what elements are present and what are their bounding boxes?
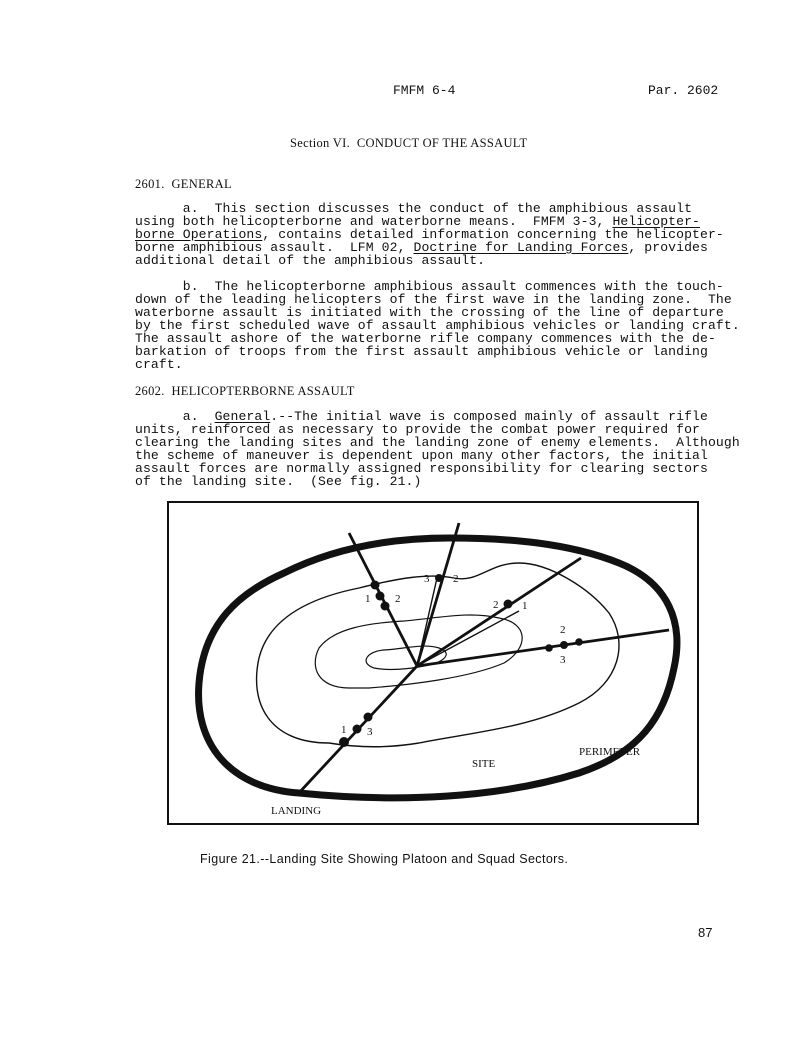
perimeter-label: PERIMETER <box>579 746 641 758</box>
squad-number: 2 <box>560 624 566 636</box>
text-line: b. The helicopterborne amphibious assault commences with the touch- <box>135 279 724 294</box>
text-line: barkation of troops from the first assault amphibious vehicle or landing <box>135 344 708 359</box>
landing-site-diagram <box>169 503 701 827</box>
reference-link-helicopterborne: Helicopter- <box>612 214 700 229</box>
text-line: borne Operations, contains detailed information concerning the helicopter- <box>135 227 724 242</box>
landing-label: LANDING <box>271 805 322 817</box>
squad-number: 1 <box>341 724 347 736</box>
text-line: waterborne assault is initiated with the crossing of the line of departure <box>135 305 724 320</box>
text-line: the scheme of maneuver is dependent upon many other factors, the initial <box>135 448 708 463</box>
running-header-doc-id: FMFM 6-4 <box>393 83 456 98</box>
page-number: 87 <box>698 925 713 940</box>
squad-number: 1 <box>365 593 371 605</box>
squad-number: 2 <box>453 573 459 585</box>
squad-number: 3 <box>424 573 430 585</box>
squad-number: 2 <box>395 593 401 605</box>
heading-2602: 2602. HELICOPTERBORNE ASSAULT <box>135 384 355 398</box>
heading-2601: 2601. GENERAL <box>135 177 232 191</box>
text-line: assault forces are normally assigned responsibility for clearing sectors <box>135 461 708 476</box>
reference-link-helicopterborne-cont: borne Operations <box>135 227 263 242</box>
squad-number: 3 <box>367 726 373 738</box>
text-line: a. General.--The initial wave is composed mainly of assault rifle <box>135 409 708 424</box>
squad-number: 3 <box>560 654 566 666</box>
reference-link-doctrine: Doctrine for Landing Forces <box>413 240 629 255</box>
squad-number: 2 <box>493 599 499 611</box>
text-line: clearing the landing sites and the landing zone of enemy elements. Although <box>135 435 740 450</box>
text-line: a. This section discusses the conduct of the amphibious assault <box>135 201 693 216</box>
subparagraph-title: General <box>214 409 271 424</box>
text-line: using both helicopterborne and waterborne means. FMFM 3-3, Helicopter- <box>135 214 700 229</box>
squad-number: 1 <box>522 600 528 612</box>
text-line: craft. <box>135 357 183 372</box>
text-line: by the first scheduled wave of assault amphibious vehicles or landing craft. <box>135 318 740 333</box>
text-line: down of the leading helicopters of the first wave in the landing zone. The <box>135 292 732 307</box>
text-line: The assault ashore of the waterborne rifle company commences with the de- <box>135 331 716 346</box>
text-line: of the landing site. (See fig. 21.) <box>135 474 422 489</box>
running-header-paragraph: Par. 2602 <box>648 83 719 98</box>
text-line: additional detail of the amphibious assault. <box>135 253 486 268</box>
text-line: borne amphibious assault. LFM 02, Doctrine for Landing Forces, provides <box>135 240 708 255</box>
figure-21 <box>167 501 699 825</box>
core-contour <box>366 646 446 669</box>
figure-caption: Figure 21.--Landing Site Showing Platoon and Squad Sectors. <box>200 852 569 866</box>
text-line: units, reinforced as necessary to provide the combat power required for <box>135 422 700 437</box>
section-title: Section VI. CONDUCT OF THE ASSAULT <box>290 136 528 150</box>
site-label: SITE <box>472 758 496 770</box>
